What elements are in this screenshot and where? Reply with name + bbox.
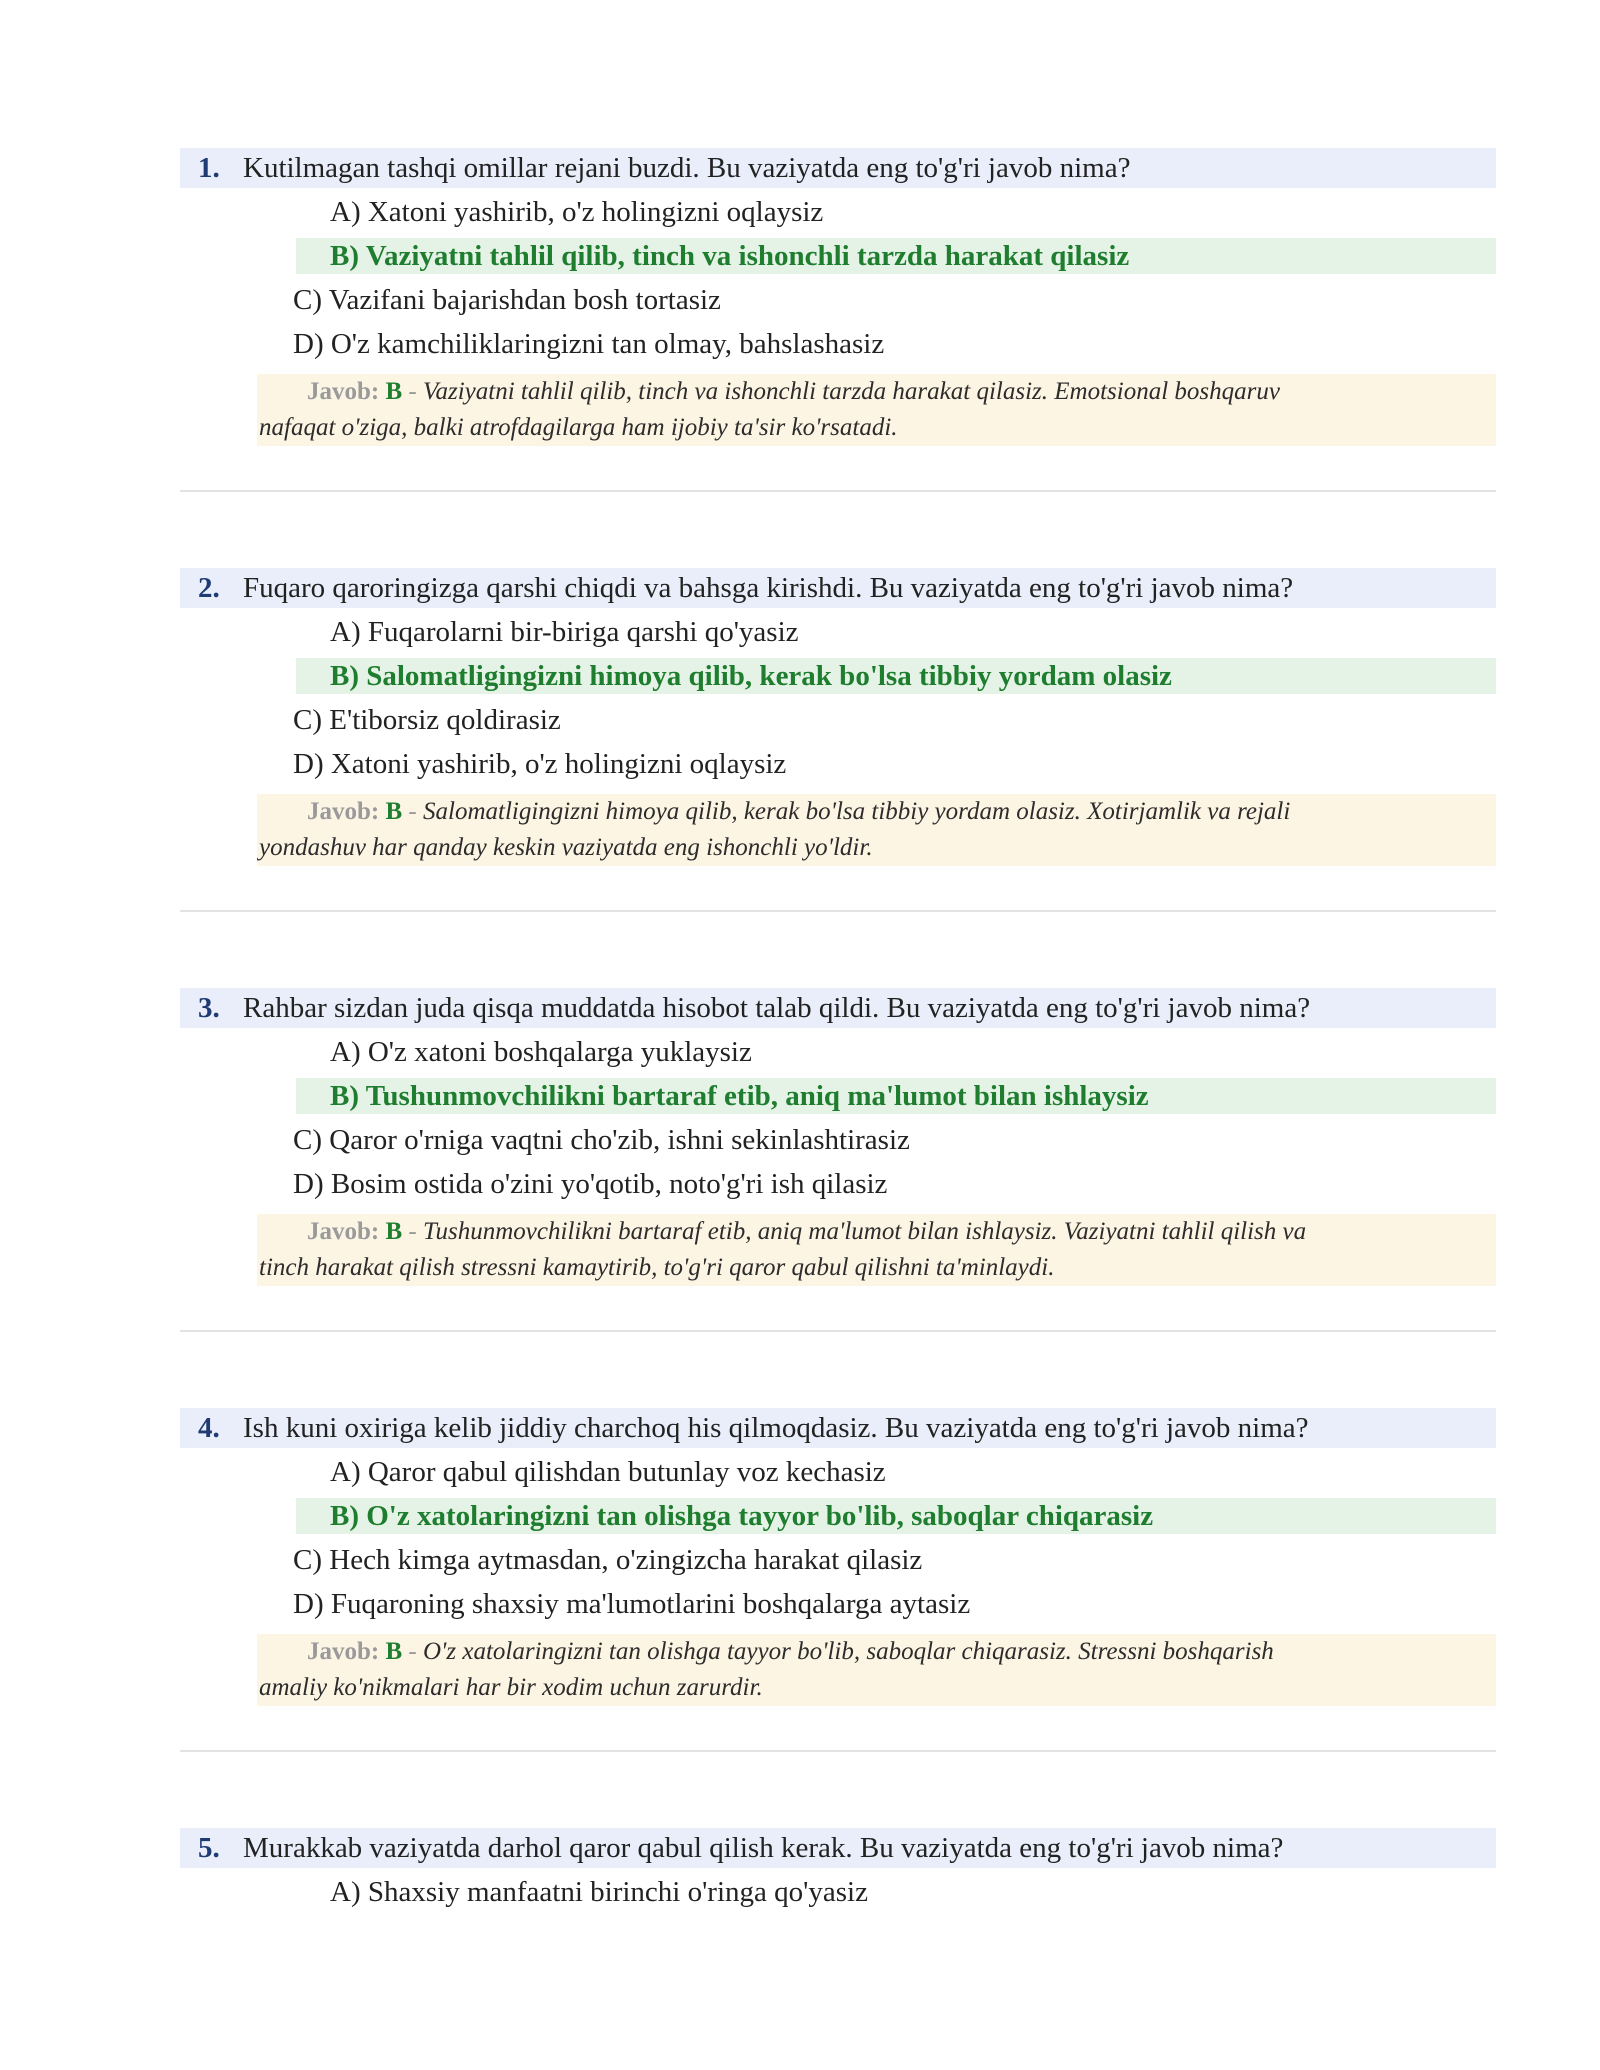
- option-b-correct: B) Salomatligingizni himoya qilib, kerak bo'lsa tibbiy yordam olasiz: [296, 658, 1496, 694]
- answer-dash: -: [408, 378, 417, 405]
- divider: [180, 490, 1496, 492]
- divider: [180, 1750, 1496, 1752]
- option-d: D) Bosim ostida o'zini yo'qotib, noto'g'ri ish qilasiz: [293, 1168, 888, 1200]
- answer-text-line2: nafaqat o'ziga, balki atrofdagilarga ham ijobiy ta'sir ko'rsatadi.: [259, 414, 898, 441]
- option-a: A) Fuqarolarni bir-biriga qarshi qo'yasiz: [330, 616, 799, 648]
- option-d: D) Fuqaroning shaxsiy ma'lumotlarini boshqalarga aytasiz: [293, 1588, 971, 1620]
- answer-text-line1: Salomatligingizni himoya qilib, kerak bo'lsa tibbiy yordam olasiz. Xotirjamlik va rejali: [423, 798, 1291, 825]
- answer-text-line2: amaliy ko'nikmalari har bir xodim uchun zarurdir.: [259, 1674, 763, 1701]
- question-header: [180, 1408, 1496, 1448]
- question-number: 1.: [198, 152, 220, 184]
- question-number: 3.: [198, 992, 220, 1024]
- answer-text-line1: O'z xatolaringizni tan olishga tayyor bo'lib, saboqlar chiqarasiz. Stressni boshqarish: [423, 1638, 1274, 1665]
- answer-explanation: [257, 374, 1496, 446]
- answer-letter: B: [385, 378, 403, 405]
- divider: [180, 1330, 1496, 1332]
- question-number: 5.: [198, 1832, 220, 1864]
- question-text: Ish kuni oxiriga kelib jiddiy charchoq his qilmoqdasiz. Bu vaziyatda eng to'g'ri javob nima?: [243, 1412, 1309, 1444]
- answer-explanation: [257, 1214, 1496, 1286]
- question-header: [180, 1828, 1496, 1868]
- option-d: D) Xatoni yashirib, o'z holingizni oqlaysiz: [293, 748, 787, 780]
- option-b-correct: B) Tushunmovchilikni bartaraf etib, aniq ma'lumot bilan ishlaysiz: [296, 1078, 1496, 1114]
- answer-text-line1: Tushunmovchilikni bartaraf etib, aniq ma'lumot bilan ishlaysiz. Vaziyatni tahlil qilish va: [423, 1218, 1307, 1245]
- answer-dash: -: [408, 1218, 417, 1245]
- answer-dash: -: [408, 798, 417, 825]
- answer-label: Javob:: [307, 798, 380, 825]
- option-d: D) O'z kamchiliklaringizni tan olmay, bahslashasiz: [293, 328, 885, 360]
- question-text: Rahbar sizdan juda qisqa muddatda hisobot talab qildi. Bu vaziyatda eng to'g'ri javob nima?: [243, 992, 1311, 1024]
- answer-text-line1: Vaziyatni tahlil qilib, tinch va ishonchli tarzda harakat qilasiz. Emotsional boshqaruv: [423, 378, 1280, 405]
- answer-text-line2: yondashuv har qanday keskin vaziyatda eng ishonchli yo'ldir.: [259, 834, 873, 861]
- answer-letter: B: [385, 1218, 403, 1245]
- option-a: A) Xatoni yashirib, o'z holingizni oqlaysiz: [330, 196, 824, 228]
- question-number: 2.: [198, 572, 220, 604]
- option-c: C) Vazifani bajarishdan bosh tortasiz: [293, 284, 721, 316]
- option-a: A) Shaxsiy manfaatni birinchi o'ringa qo'yasiz: [330, 1876, 868, 1908]
- option-b-correct: B) O'z xatolaringizni tan olishga tayyor bo'lib, saboqlar chiqarasiz: [296, 1498, 1496, 1534]
- option-b-correct: B) Vaziyatni tahlil qilib, tinch va ishonchli tarzda harakat qilasiz: [296, 238, 1496, 274]
- question-header: [180, 148, 1496, 188]
- divider: [180, 910, 1496, 912]
- option-c: C) Hech kimga aytmasdan, o'zingizcha harakat qilasiz: [293, 1544, 923, 1576]
- answer-label: Javob:: [307, 1218, 380, 1245]
- option-c: C) Qaror o'rniga vaqtni cho'zib, ishni sekinlashtirasiz: [293, 1124, 910, 1156]
- answer-label: Javob:: [307, 378, 380, 405]
- answer-explanation: [257, 1634, 1496, 1706]
- answer-label: Javob:: [307, 1638, 380, 1665]
- question-text: Fuqaro qaroringizga qarshi chiqdi va bahsga kirishdi. Bu vaziyatda eng to'g'ri javob nima?: [243, 572, 1294, 604]
- question-text: Kutilmagan tashqi omillar rejani buzdi. Bu vaziyatda eng to'g'ri javob nima?: [243, 152, 1131, 184]
- answer-letter: B: [385, 1638, 403, 1665]
- answer-dash: -: [408, 1638, 417, 1665]
- option-a: A) O'z xatoni boshqalarga yuklaysiz: [330, 1036, 752, 1068]
- answer-letter: B: [385, 798, 403, 825]
- question-header: [180, 568, 1496, 608]
- answer-text-line2: tinch harakat qilish stressni kamaytirib, to'g'ri qaror qabul qilishni ta'minlaydi.: [259, 1254, 1055, 1281]
- option-a: A) Qaror qabul qilishdan butunlay voz kechasiz: [330, 1456, 886, 1488]
- question-header: [180, 988, 1496, 1028]
- answer-explanation: [257, 794, 1496, 866]
- question-text: Murakkab vaziyatda darhol qaror qabul qilish kerak. Bu vaziyatda eng to'g'ri javob nima?: [243, 1832, 1284, 1864]
- question-number: 4.: [198, 1412, 220, 1444]
- option-c: C) E'tiborsiz qoldirasiz: [293, 704, 561, 736]
